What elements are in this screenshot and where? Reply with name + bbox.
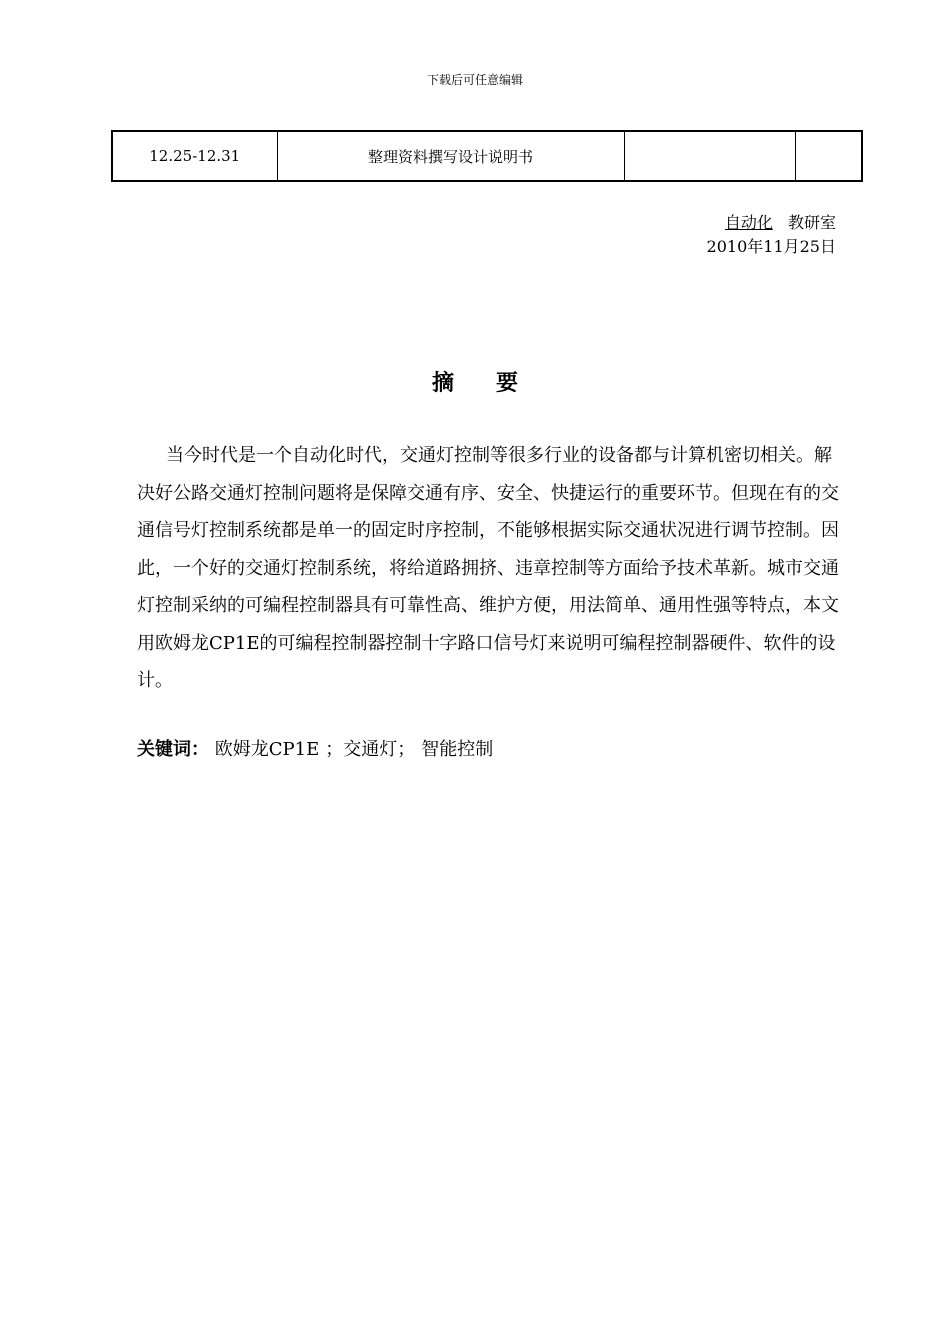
keyword-item: 欧姆龙CP1E [214, 739, 320, 760]
schedule-table [111, 130, 863, 182]
schedule-empty-cell [624, 131, 795, 181]
table-row [112, 131, 862, 181]
schedule-empty-cell [795, 131, 862, 181]
department-name: 自动化 [724, 213, 773, 232]
schedule-date-cell: 12.25-12.31 [112, 131, 277, 181]
abstract-body: 当今时代是一个自动化时代，交通灯控制等很多行业的设备都与计算机密切相关。解决好公路交通灯控制问题将是保障交通有序、安全、快捷运行的重要环节。但现在有的交通信号灯控制系统都是单一的固定时序控制，不能够根据实际交通状况进行调节控制。因此，一个好的交通灯控制系统，将给道路拥挤、违章控制等方面给予技术革新。城市交通灯控制采纳的可编程控制器具有可靠性高、维护方便，用法简单、通用性强等特点，本文用欧姆龙CP1E的可编程控制器控制十字路口信号灯来说明可编程控制器硬件、软件的设计。 [137, 445, 839, 691]
keyword-item: 智能控制 [421, 739, 494, 760]
signature-date: 2010年11月25日 [706, 237, 836, 256]
abstract-title: 摘要 [431, 371, 560, 396]
page-header-note: 下载后可任意编辑 [426, 73, 523, 87]
keywords-label: 关键词： [137, 739, 209, 760]
keywords-line [137, 735, 493, 761]
department-suffix: 教研室 [787, 213, 836, 232]
signature-department [721, 210, 836, 233]
keyword-item: ；交通灯； [325, 739, 416, 760]
schedule-task-cell: 整理资料撰写设计说明书 [277, 131, 624, 181]
